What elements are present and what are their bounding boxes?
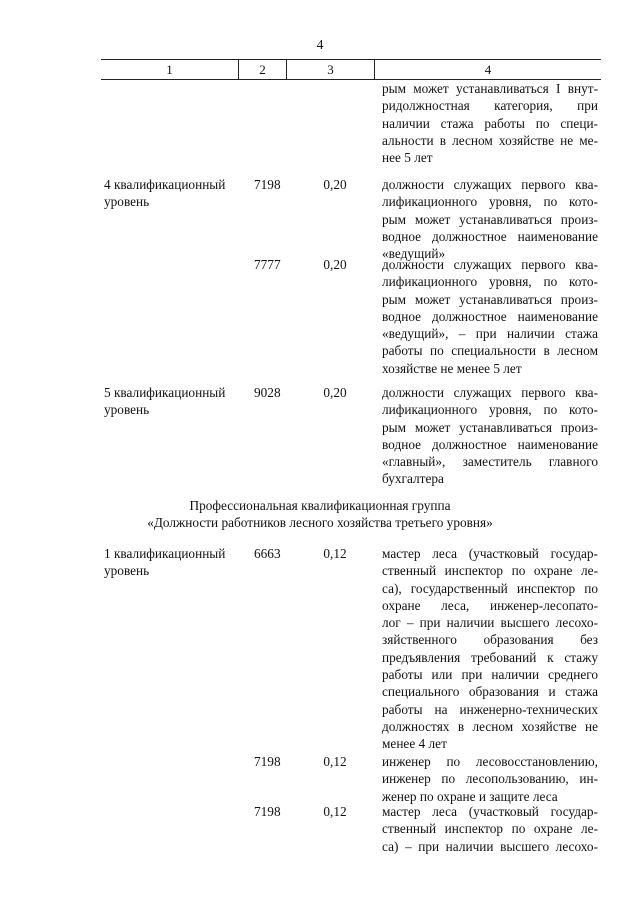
description-line: инженер по лесопользованию, ин- — [382, 771, 598, 787]
description-line: «ведущий», – при наличии стажа — [382, 326, 598, 342]
row-code: 7777 — [254, 257, 281, 272]
level-line: 1 квалификационный — [104, 546, 226, 561]
header-col-3: 3 — [287, 60, 375, 79]
description-line: лификационного уровня, по кото- — [382, 194, 598, 210]
description-line: мастер леса (участковый государ- — [382, 546, 598, 561]
description-line: менее 4 лет — [382, 736, 447, 752]
row-description — [382, 256, 598, 377]
row-code: 7198 — [254, 177, 281, 192]
description-line: рым может устанавливаться произ- — [382, 291, 598, 307]
level-line: уровень — [104, 402, 150, 418]
description-line: водное должностное наименование — [382, 228, 598, 244]
row-level — [104, 176, 244, 211]
row-code: 7198 — [254, 804, 281, 819]
row-coefficient: 0,12 — [323, 754, 347, 769]
row-description — [382, 803, 598, 855]
table-header — [101, 59, 601, 80]
row-coefficient: 0,12 — [323, 546, 347, 561]
section-heading — [0, 497, 640, 532]
description-line: должности служащих первого ква- — [382, 257, 598, 272]
row-code: 9028 — [254, 385, 281, 400]
description-line: инженер по лесовосстановлению, — [382, 754, 598, 769]
description-line: хозяйстве не менее 5 лет — [382, 360, 522, 376]
description-line: должностях в лесном хозяйстве не — [382, 718, 598, 734]
row-description — [382, 176, 598, 262]
level-line: уровень — [104, 194, 150, 210]
description-line: рым может устанавливаться произ- — [382, 419, 598, 435]
row-coefficient: 0,20 — [323, 177, 347, 192]
description-line: предъявления требований к стажу — [382, 649, 598, 665]
description-line: ридолжностная категория, при — [382, 98, 598, 114]
row-description — [382, 753, 598, 805]
row-description — [382, 384, 598, 488]
header-col-2: 2 — [239, 60, 287, 79]
row-description — [382, 80, 598, 166]
description-line: лог – при наличии высшего лесохо- — [382, 615, 598, 631]
row-coefficient: 0,20 — [323, 385, 347, 400]
description-line: работы или при наличии среднего — [382, 667, 598, 683]
description-line: са) – при наличии высшего лесохо- — [382, 838, 598, 854]
description-line: специального образования и стажа — [382, 684, 598, 700]
description-line: «ведущий» — [382, 246, 446, 262]
row-coefficient: 0,20 — [323, 257, 347, 272]
row-code: 7198 — [254, 754, 281, 769]
description-line: работы на инженерно-технических — [382, 701, 598, 717]
description-line: са), государственный инспектор по — [382, 580, 598, 596]
description-line: лификационного уровня, по кото- — [382, 402, 598, 418]
description-line: нее 5 лет — [382, 150, 433, 166]
level-line: уровень — [104, 563, 150, 579]
description-line: ственный инспектор по охране ле- — [382, 821, 598, 837]
description-line: рым может устанавливаться произ- — [382, 211, 598, 227]
description-line: зяйственного образования без — [382, 632, 598, 648]
page-number: 4 — [316, 37, 324, 52]
description-line: работы по специальности в лесном — [382, 343, 598, 359]
header-col-1: 1 — [101, 60, 239, 79]
row-level — [104, 545, 244, 580]
description-line: мастер леса (участковый государ- — [382, 804, 598, 819]
row-coefficient: 0,12 — [323, 804, 347, 819]
description-line: бухгалтера — [382, 471, 444, 487]
description-line: лификационного уровня, по кото- — [382, 274, 598, 290]
description-line: «главный», заместитель главного — [382, 454, 598, 470]
description-line: водное должностное наименование — [382, 308, 598, 324]
description-line: альности в лесном хозяйстве не ме- — [382, 132, 598, 148]
description-line: наличии стажа работы по специ- — [382, 115, 598, 131]
header-col-4: 4 — [484, 62, 492, 77]
description-line: должности служащих первого ква- — [382, 177, 598, 192]
row-code: 6663 — [254, 546, 281, 561]
description-line: должности служащих первого ква- — [382, 385, 598, 400]
row-level — [104, 384, 244, 419]
section-heading-line: Профессиональная квалификационная группа — [189, 498, 451, 513]
level-line: 5 квалификационный — [104, 385, 226, 400]
description-line: ственный инспектор по охране ле- — [382, 563, 598, 579]
description-line: женер по охране и защите леса — [382, 788, 558, 804]
description-line: водное должностное наименование — [382, 436, 598, 452]
description-line: охране леса, инженер-лесопато- — [382, 597, 598, 613]
row-description — [382, 545, 598, 753]
level-line: 4 квалификационный — [104, 177, 226, 192]
description-line: рым может устанавливаться I внут- — [382, 81, 598, 96]
section-heading-line: «Должности работников лесного хозяйства третьего уровня» — [147, 515, 493, 531]
